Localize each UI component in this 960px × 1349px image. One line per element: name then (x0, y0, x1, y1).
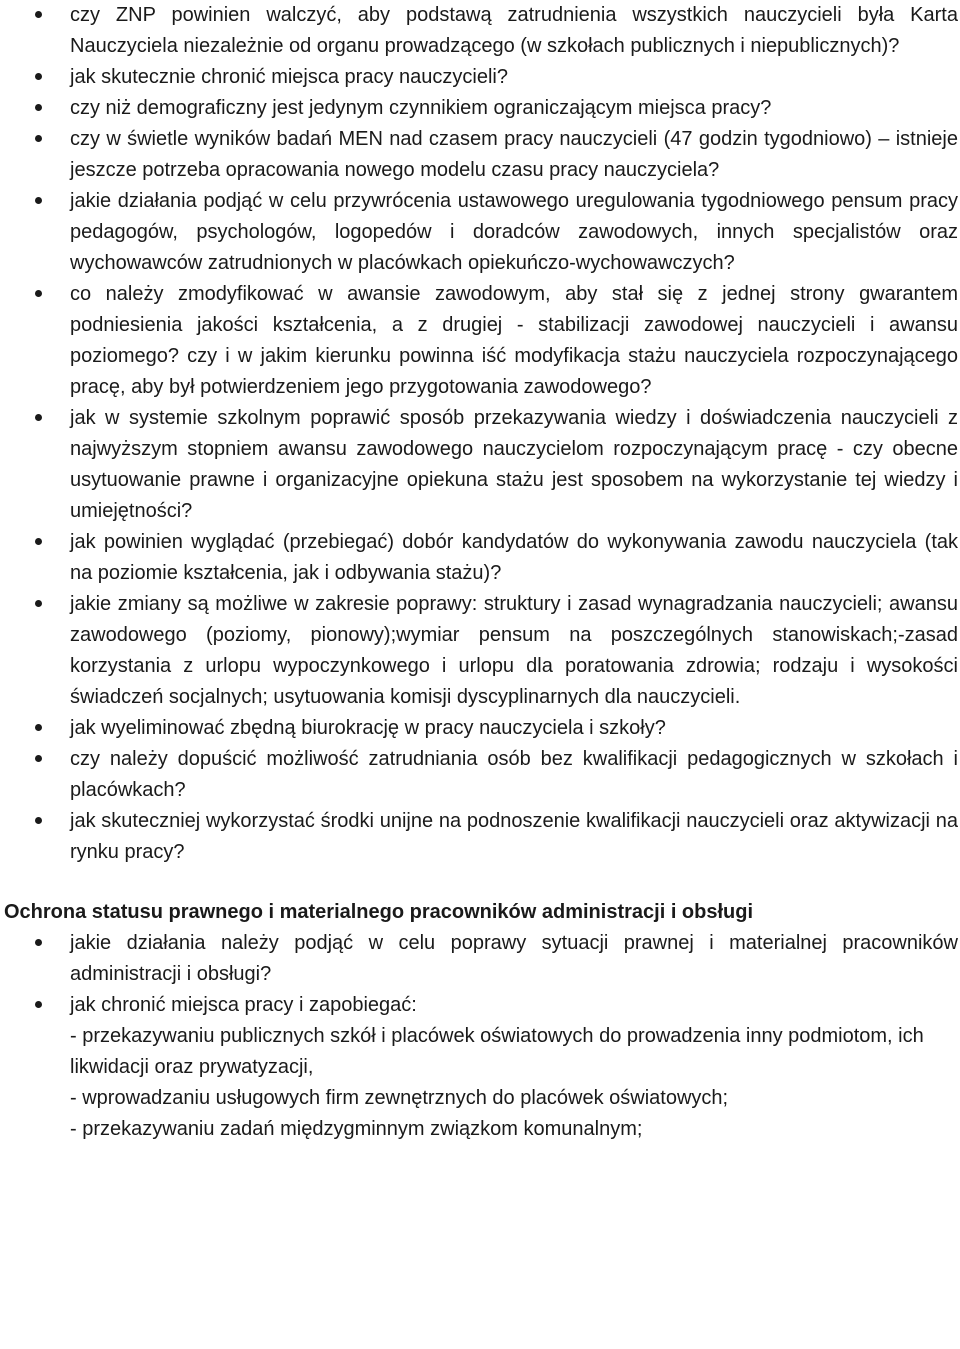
list-item (0, 403, 960, 527)
list-item-text: co należy zmodyfikować w awansie zawodowym, aby stał się z jednej strony gwarantem podniesienia jakości kształcenia, a z drugiej - stabilizacji zawodowej nauczycieli i awansu poziomego? czy i w jakim kierunku powinna iść modyfikacja stażu nauczyciela rozpoczynającego pracę, aby był potwierdzeniem jego przygotowania zawodowego? (70, 283, 958, 398)
list-item-text: jakie działania należy podjąć w celu poprawy sytuacji prawnej i materialnej pracowników administracji i obsługi? (70, 932, 958, 985)
list-item (0, 990, 960, 1145)
bullet-icon (35, 11, 42, 18)
bullet-icon (35, 538, 42, 545)
list-item (0, 186, 960, 279)
list-item-text: czy niż demograficzny jest jedynym czynnikiem ograniczającym miejsca pracy? (70, 97, 772, 119)
list-item (0, 0, 960, 62)
bullet-icon (35, 724, 42, 731)
bullet-icon (35, 135, 42, 142)
list-item (0, 279, 960, 403)
list-item (0, 93, 960, 124)
list-item (0, 527, 960, 589)
list-item (0, 806, 960, 868)
list-item-text: jak w systemie szkolnym poprawić sposób przekazywania wiedzy i doświadczenia nauczycieli z najwyższym stopniem awansu zawodowego nauczycielom rozpoczynającym pracę - czy obecne usytuowanie prawne i organizacyjne opiekuna stażu jest sposobem na wykorzystanie tej wiedzy i umiejętności? (70, 407, 958, 522)
list-item-text: czy ZNP powinien walczyć, aby podstawą zatrudnienia wszystkich nauczycieli była Karta Nauczyciela niezależnie od organu prowadzącego (w szkołach publicznych i niepublicznych)? (70, 4, 958, 57)
list-item (0, 589, 960, 713)
bullet-icon (35, 817, 42, 824)
admin-question-list (0, 928, 960, 1145)
sub-line: - przekazywaniu zadań międzygminnym związkom komunalnym; (70, 1118, 643, 1140)
list-item (0, 928, 960, 990)
bullet-icon (35, 600, 42, 607)
section-heading: Ochrona statusu prawnego i materialnego pracowników administracji i obsługi (4, 901, 754, 923)
bullet-icon (35, 197, 42, 204)
bullet-icon (35, 290, 42, 297)
bullet-icon (35, 1001, 42, 1008)
bullet-icon (35, 73, 42, 80)
list-item-text: jak wyeliminować zbędną biurokrację w pracy nauczyciela i szkoły? (70, 717, 666, 739)
list-item (0, 744, 960, 806)
bullet-icon (35, 104, 42, 111)
list-item-text: jak skutecznie chronić miejsca pracy nauczycieli? (70, 66, 508, 88)
bullet-icon (35, 414, 42, 421)
list-item-text: jak skuteczniej wykorzystać środki unijne na podnoszenie kwalifikacji nauczycieli oraz aktywizacji na rynku pracy? (70, 810, 958, 863)
sub-line: - przekazywaniu publicznych szkół i placówek oświatowych do prowadzenia inny podmiotom, ich likwidacji oraz prywatyzacji, (70, 1025, 924, 1078)
bullet-icon (35, 939, 42, 946)
list-item-text: jak chronić miejsca pracy i zapobiegać: (70, 994, 417, 1016)
list-item-text: czy w świetle wyników badań MEN nad czasem pracy nauczycieli (47 godzin tygodniowo) – istnieje jeszcze potrzeba opracowania nowego modelu czasu pracy nauczyciela? (70, 128, 958, 181)
list-item-text: jak powinien wyglądać (przebiegać) dobór kandydatów do wykonywania zawodu nauczyciela (tak na poziomie kształcenia, jak i odbywania stażu)? (70, 531, 958, 584)
list-item-text: czy należy dopuścić możliwość zatrudniania osób bez kwalifikacji pedagogicznych w szkołach i placówkach? (70, 748, 958, 801)
list-item (0, 62, 960, 93)
bullet-icon (35, 755, 42, 762)
sub-line: - wprowadzaniu usługowych firm zewnętrznych do placówek oświatowych; (70, 1087, 729, 1109)
list-item (0, 713, 960, 744)
list-item (0, 124, 960, 186)
list-item-text: jakie zmiany są możliwe w zakresie poprawy: struktury i zasad wynagradzania nauczycieli; awansu zawodowego (poziomy, pionowy);wymiar pensum na poszczególnych stanowiskach;-zasad korzystania z urlopu wypoczynkowego i urlopu dla poratowania zdrowia; rodzaju i wysokości świadczeń socjalnych; usytuowania komisji dyscyplinarnych dla nauczycieli. (70, 593, 958, 708)
list-item-text: jakie działania podjąć w celu przywrócenia ustawowego uregulowania tygodniowego pensum pracy pedagogów, psychologów, logopedów i doradców zawodowych, innych specjalistów oraz wychowawców zatrudnionych w placówkach opiekuńczo-wychowawczych? (70, 190, 958, 274)
